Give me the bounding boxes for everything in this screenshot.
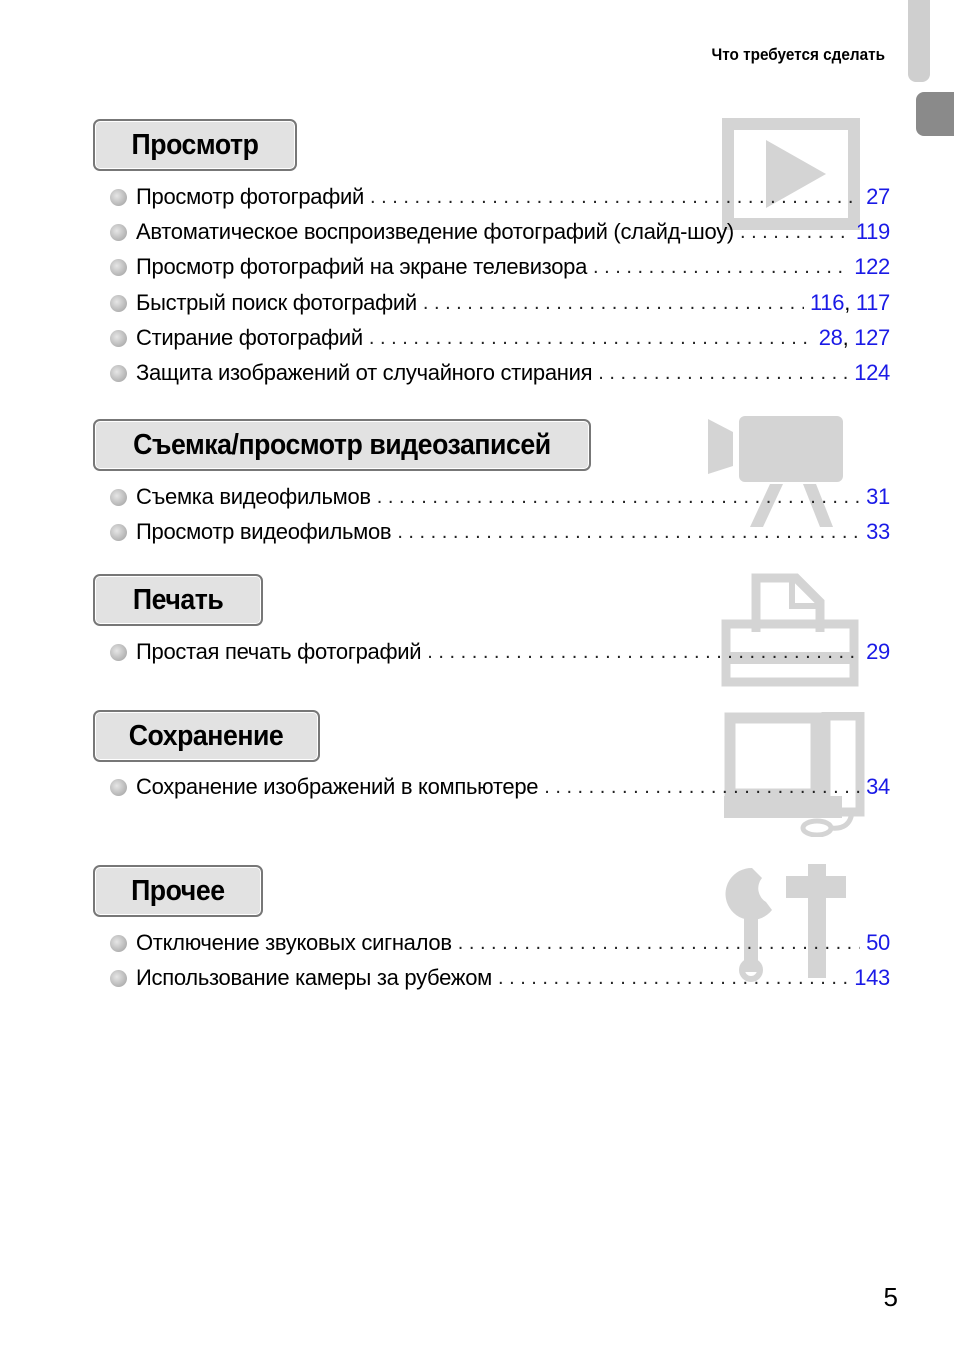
running-header: Что требуется сделать bbox=[711, 45, 885, 64]
chapter-tab-top bbox=[908, 0, 930, 82]
page-link[interactable]: 34 bbox=[866, 774, 890, 799]
page-link[interactable]: 117 bbox=[855, 290, 890, 315]
page-link[interactable]: 33 bbox=[866, 519, 890, 544]
bullet-icon bbox=[110, 779, 127, 796]
bullet-icon bbox=[110, 489, 127, 506]
section-label-video: Съемка/просмотр видеозаписей bbox=[93, 419, 591, 471]
bullet-icon bbox=[110, 935, 127, 952]
page-link[interactable]: 119 bbox=[855, 219, 890, 244]
toc-item[interactable]: Простая печать фотографий . . . 29 bbox=[110, 637, 890, 667]
page-link[interactable]: 124 bbox=[854, 360, 890, 385]
page-link[interactable]: 122 bbox=[854, 254, 890, 279]
bullet-icon bbox=[110, 224, 127, 241]
section-label-viewing: Просмотр bbox=[93, 119, 297, 171]
toc-item[interactable]: Съемка видеофильмов . . . 31 bbox=[110, 482, 890, 512]
toc-item[interactable]: Просмотр видеофильмов . . . 33 bbox=[110, 517, 890, 547]
bullet-icon bbox=[110, 365, 127, 382]
page-link[interactable]: 50 bbox=[866, 930, 890, 955]
toc-item[interactable]: Сохранение изображений в компьютере . . . 34 bbox=[110, 772, 890, 802]
section-label-printing: Печать bbox=[93, 574, 263, 626]
toc-item[interactable]: Быстрый поиск фотографий . . . 116, 117 bbox=[110, 288, 890, 318]
chapter-tab-marker bbox=[916, 92, 954, 136]
toc-item[interactable]: Защита изображений от случайного стирания . . . 124 bbox=[110, 358, 890, 388]
toc-item[interactable]: Просмотр фотографий . . . 27 bbox=[110, 182, 890, 212]
page-link[interactable]: 27 bbox=[866, 184, 890, 209]
bullet-icon bbox=[110, 189, 127, 206]
bullet-icon bbox=[110, 330, 127, 347]
toc-item[interactable]: Просмотр фотографий на экране телевизора . . . 122 bbox=[110, 252, 890, 282]
page-link[interactable]: 28 bbox=[818, 325, 843, 350]
page-link[interactable]: 127 bbox=[854, 325, 890, 350]
section-label-other: Прочее bbox=[93, 865, 263, 917]
section-label-saving: Сохранение bbox=[93, 710, 320, 762]
play-icon bbox=[722, 118, 860, 230]
bullet-icon bbox=[110, 259, 127, 276]
page-link[interactable]: 143 bbox=[854, 965, 890, 990]
bullet-icon bbox=[110, 524, 127, 541]
toc-item[interactable]: Автоматическое воспроизведение фотографий (слайд-шоу) . . . 119 bbox=[110, 217, 890, 247]
toc-item[interactable]: Использование камеры за рубежом . . . 143 bbox=[110, 963, 890, 993]
page-link[interactable]: 31 bbox=[866, 484, 890, 509]
bullet-icon bbox=[110, 295, 127, 312]
page-link[interactable]: 29 bbox=[866, 639, 890, 664]
toc-item[interactable]: Стирание фотографий . . . 28, 127 bbox=[110, 323, 890, 353]
page-number: 5 bbox=[883, 1282, 898, 1312]
printer-icon bbox=[720, 572, 860, 687]
toc-item[interactable]: Отключение звуковых сигналов . . . 50 bbox=[110, 928, 890, 958]
bullet-icon bbox=[110, 644, 127, 661]
page-link[interactable]: 116 bbox=[810, 290, 845, 315]
bullet-icon bbox=[110, 970, 127, 987]
